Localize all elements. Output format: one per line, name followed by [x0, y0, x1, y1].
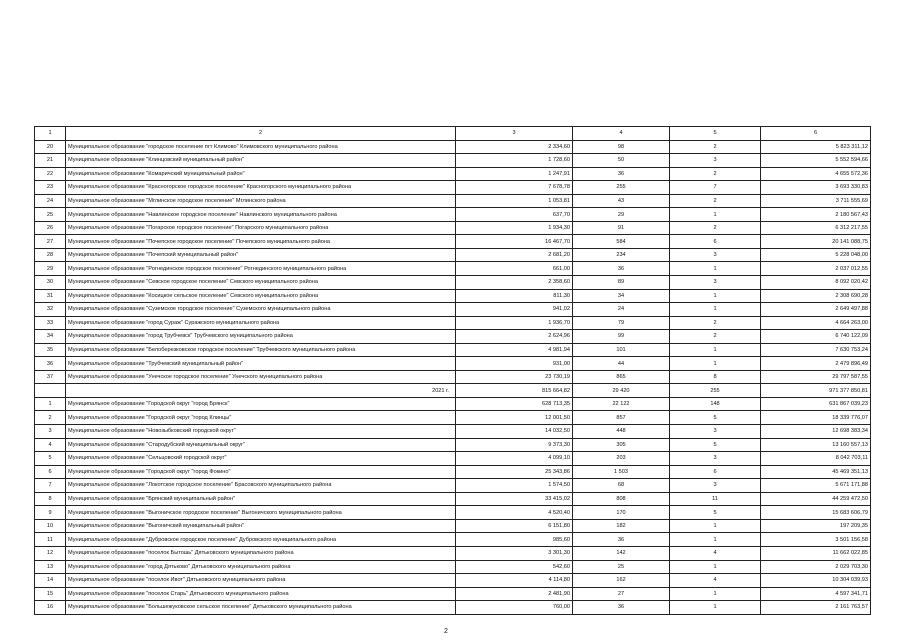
houses-count: 5 [670, 506, 761, 520]
table-row [35, 167, 871, 181]
people-count: 182 [573, 519, 670, 533]
area-value: 4 981,94 [456, 343, 573, 357]
people-count: 234 [573, 248, 670, 262]
municipality-name: Муниципальное образование "поселок Старь" Дятьковского муниципального района [66, 587, 456, 601]
table-row [35, 519, 871, 533]
area-value: 542,60 [456, 560, 573, 574]
area-value: 16 467,70 [456, 235, 573, 249]
cost-value: 20 141 088,75 [761, 235, 871, 249]
people-count: 98 [573, 140, 670, 154]
houses-count: 6 [670, 235, 761, 249]
row-number: 11 [35, 533, 66, 547]
cost-value: 2 161 763,57 [761, 601, 871, 615]
row-number: 20 [35, 140, 66, 154]
area-value: 1 247,91 [456, 167, 573, 181]
municipality-name: Муниципальное образование "Большежуковское сельское поселение" Дятьковского муниципального района [66, 601, 456, 615]
cost-value: 8 092 020,42 [761, 276, 871, 290]
houses-count: 2 [670, 221, 761, 235]
municipality-name: Муниципальное образование "город Дятьково" Дятьковского муниципального района [66, 560, 456, 574]
cost-value: 6 740 122,09 [761, 330, 871, 344]
houses-count: 5 [670, 411, 761, 425]
people-count: 305 [573, 438, 670, 452]
houses-count: 3 [670, 248, 761, 262]
row-number: 8 [35, 492, 66, 506]
area-value: 9 373,30 [456, 438, 573, 452]
people-count: 36 [573, 601, 670, 615]
row-number: 5 [35, 452, 66, 466]
table-row [35, 289, 871, 303]
cost-value: 4 597 341,71 [761, 587, 871, 601]
houses-count: 1 [670, 519, 761, 533]
row-number: 31 [35, 289, 66, 303]
header-col-6: 6 [761, 127, 871, 141]
people-count: 584 [573, 235, 670, 249]
header-col-3: 3 [456, 127, 573, 141]
cost-value: 197 209,35 [761, 519, 871, 533]
table-row [35, 194, 871, 208]
row-number: 4 [35, 438, 66, 452]
cost-value: 15 683 606,79 [761, 506, 871, 520]
cost-value: 2 180 567,43 [761, 208, 871, 222]
cost-value: 3 693 330,83 [761, 181, 871, 195]
municipality-name: Муниципальное образование "Городской округ "город Фокино" [66, 465, 456, 479]
municipality-name: Муниципальное образование "Мглинское городское поселение" Мглинского района [66, 194, 456, 208]
total-houses: 255 [670, 384, 761, 398]
row-number: 14 [35, 574, 66, 588]
municipality-name: Муниципальное образование "Почепское городское поселение" Почепского муниципального района [66, 235, 456, 249]
row-number: 28 [35, 248, 66, 262]
area-value: 2 358,60 [456, 276, 573, 290]
area-value: 628 713,35 [456, 397, 573, 411]
houses-count: 1 [670, 208, 761, 222]
year-summary-row [35, 384, 871, 398]
table-row [35, 546, 871, 560]
table-row [35, 140, 871, 154]
houses-count: 2 [670, 330, 761, 344]
people-count: 142 [573, 546, 670, 560]
area-value: 33 415,02 [456, 492, 573, 506]
municipality-name: Муниципальное образование "Севское городское поселение" Севского муниципального района [66, 276, 456, 290]
houses-count: 3 [670, 452, 761, 466]
row-number: 1 [35, 397, 66, 411]
row-number: 7 [35, 479, 66, 493]
cost-value: 44 259 472,50 [761, 492, 871, 506]
municipality-name: Муниципальное образование "Почепский муниципальный район" [66, 248, 456, 262]
row-number: 34 [35, 330, 66, 344]
cost-value: 10 304 039,93 [761, 574, 871, 588]
table-row [35, 574, 871, 588]
table-body [35, 127, 871, 615]
area-value: 2 334,60 [456, 140, 573, 154]
row-number: 32 [35, 303, 66, 317]
houses-count: 8 [670, 370, 761, 384]
municipality-name: Муниципальное образование "городское поселение пгт Климово" Климовского муниципального района [66, 140, 456, 154]
table-row [35, 397, 871, 411]
people-count: 162 [573, 574, 670, 588]
table-row [35, 330, 871, 344]
houses-count: 1 [670, 601, 761, 615]
area-value: 931,00 [456, 357, 573, 371]
houses-count: 1 [670, 262, 761, 276]
area-value: 6 151,80 [456, 519, 573, 533]
people-count: 170 [573, 506, 670, 520]
people-count: 865 [573, 370, 670, 384]
municipality-name: Муниципальное образование "Рогнединское городское поселение" Рогнединского муниципального района [66, 262, 456, 276]
cost-value: 3 501 156,58 [761, 533, 871, 547]
table-header-row [35, 127, 871, 141]
cost-value: 13 160 557,13 [761, 438, 871, 452]
people-count: 36 [573, 262, 670, 276]
cost-value: 29 797 587,55 [761, 370, 871, 384]
municipality-name: Муниципальное образование "Городской округ "город Брянск" [66, 397, 456, 411]
area-value: 637,70 [456, 208, 573, 222]
houses-count: 3 [670, 154, 761, 168]
area-value: 14 032,50 [456, 425, 573, 439]
row-number: 26 [35, 221, 66, 235]
row-number: 6 [35, 465, 66, 479]
cost-value: 2 649 497,88 [761, 303, 871, 317]
municipality-name: Муниципальное образование "Белоберезковское городское поселение" Трубчевского муниципального района [66, 343, 456, 357]
cost-value: 2 308 690,28 [761, 289, 871, 303]
table-row [35, 587, 871, 601]
cost-value: 5 823 311,12 [761, 140, 871, 154]
table-row [35, 601, 871, 615]
area-value: 1 936,70 [456, 316, 573, 330]
municipality-name: Муниципальное образование "Погарское городское поселение" Погарского муниципального района [66, 221, 456, 235]
houses-count: 1 [670, 560, 761, 574]
municipality-name: Муниципальное образование "поселок Ивот" Дятьковского муниципального района [66, 574, 456, 588]
row-number: 35 [35, 343, 66, 357]
cost-value: 12 698 383,34 [761, 425, 871, 439]
houses-count: 1 [670, 357, 761, 371]
table-row [35, 357, 871, 371]
people-count: 99 [573, 330, 670, 344]
table-row [35, 235, 871, 249]
area-value: 1 934,30 [456, 221, 573, 235]
people-count: 36 [573, 167, 670, 181]
area-value: 661,00 [456, 262, 573, 276]
area-value: 25 343,86 [456, 465, 573, 479]
people-count: 1 503 [573, 465, 670, 479]
total-area: 815 664,82 [456, 384, 573, 398]
area-value: 2 481,90 [456, 587, 573, 601]
area-value: 811,30 [456, 289, 573, 303]
municipality-name: Муниципальное образование "Клинцовский муниципальный район" [66, 154, 456, 168]
people-count: 22 122 [573, 397, 670, 411]
houses-count: 1 [670, 343, 761, 357]
municipality-name: Муниципальное образование "Городской округ "город Клинцы" [66, 411, 456, 425]
cost-value: 4 664 263,00 [761, 316, 871, 330]
people-count: 857 [573, 411, 670, 425]
cost-value: 45 469 351,13 [761, 465, 871, 479]
row-number: 9 [35, 506, 66, 520]
header-col-2: 2 [66, 127, 456, 141]
houses-count: 3 [670, 276, 761, 290]
people-count: 89 [573, 276, 670, 290]
row-number: 15 [35, 587, 66, 601]
row-number: 2 [35, 411, 66, 425]
people-count: 101 [573, 343, 670, 357]
table-row [35, 479, 871, 493]
table-row [35, 208, 871, 222]
houses-count: 7 [670, 181, 761, 195]
cost-value: 11 662 022,85 [761, 546, 871, 560]
row-number: 30 [35, 276, 66, 290]
cost-value: 5 552 594,66 [761, 154, 871, 168]
cost-value: 2 479 896,49 [761, 357, 871, 371]
municipality-name: Муниципальное образование "Дубровское городское поселение" Дубровского муниципального района [66, 533, 456, 547]
people-count: 448 [573, 425, 670, 439]
cost-value: 7 630 753,24 [761, 343, 871, 357]
cost-value: 631 867 039,23 [761, 397, 871, 411]
header-col-5: 5 [670, 127, 761, 141]
table-row [35, 316, 871, 330]
header-col-1: 1 [35, 127, 66, 141]
table-row [35, 438, 871, 452]
municipality-name: Муниципальное образование "Унечское городское поселение" Унечского муниципального района [66, 370, 456, 384]
row-number: 36 [35, 357, 66, 371]
table-row [35, 411, 871, 425]
page-number: 2 [444, 628, 448, 635]
area-value: 985,60 [456, 533, 573, 547]
table-row [35, 452, 871, 466]
area-value: 3 301,30 [456, 546, 573, 560]
municipality-name: Муниципальное образование "Выгоничский муниципальный район" [66, 519, 456, 533]
row-number: 10 [35, 519, 66, 533]
row-number: 23 [35, 181, 66, 195]
people-count: 43 [573, 194, 670, 208]
table-row [35, 181, 871, 195]
table-row [35, 465, 871, 479]
row-number: 24 [35, 194, 66, 208]
table-row [35, 221, 871, 235]
area-value: 23 730,19 [456, 370, 573, 384]
row-number: 3 [35, 425, 66, 439]
houses-count: 5 [670, 438, 761, 452]
houses-count: 1 [670, 289, 761, 303]
municipality-name: Муниципальное образование "Красногорское городское поселение" Красногорского муниципального района [66, 181, 456, 195]
table-row [35, 560, 871, 574]
area-value: 2 681,20 [456, 248, 573, 262]
people-count: 27 [573, 587, 670, 601]
houses-count: 6 [670, 465, 761, 479]
table-row [35, 492, 871, 506]
houses-count: 11 [670, 492, 761, 506]
area-value: 941,02 [456, 303, 573, 317]
municipality-name: Муниципальное образование "Выгоничское городское поселение" Выгоничского муниципального района [66, 506, 456, 520]
houses-count: 1 [670, 587, 761, 601]
row-number: 12 [35, 546, 66, 560]
row-number: 29 [35, 262, 66, 276]
cost-value: 2 037 012,55 [761, 262, 871, 276]
cost-value: 5 671 171,88 [761, 479, 871, 493]
area-value: 12 001,50 [456, 411, 573, 425]
houses-count: 2 [670, 140, 761, 154]
municipality-name: Муниципальное образование "Косицкое сельское поселение" Севского муниципального района [66, 289, 456, 303]
table-row [35, 303, 871, 317]
row-number: 13 [35, 560, 66, 574]
people-count: 25 [573, 560, 670, 574]
area-value: 4 114,80 [456, 574, 573, 588]
municipality-name: Муниципальное образование "Новозыбковский городской округ" [66, 425, 456, 439]
cost-value: 2 029 703,30 [761, 560, 871, 574]
people-count: 29 [573, 208, 670, 222]
total-cost: 971 377 850,81 [761, 384, 871, 398]
row-number: 25 [35, 208, 66, 222]
cost-value: 5 228 048,00 [761, 248, 871, 262]
table-row [35, 276, 871, 290]
area-value: 4 099,10 [456, 452, 573, 466]
row-number: 22 [35, 167, 66, 181]
table-row [35, 248, 871, 262]
people-count: 68 [573, 479, 670, 493]
people-count: 808 [573, 492, 670, 506]
houses-count: 2 [670, 167, 761, 181]
table-row [35, 506, 871, 520]
table-row [35, 262, 871, 276]
row-number: 16 [35, 601, 66, 615]
cost-value: 4 655 572,36 [761, 167, 871, 181]
people-count: 203 [573, 452, 670, 466]
people-count: 50 [573, 154, 670, 168]
municipality-name: Муниципальное образование "город Трубчевск" Трубчевского муниципального района [66, 330, 456, 344]
cost-value: 3 711 555,69 [761, 194, 871, 208]
municipality-name: Муниципальное образование "поселок Бытошь" Дятьковского муниципального района [66, 546, 456, 560]
area-value: 1 728,60 [456, 154, 573, 168]
area-value: 2 624,96 [456, 330, 573, 344]
row-number: 27 [35, 235, 66, 249]
municipality-name: Муниципальное образование "Брянский муниципальный район" [66, 492, 456, 506]
area-value: 1 574,50 [456, 479, 573, 493]
table-row [35, 533, 871, 547]
municipality-name: Муниципальное образование "Суземское городское поселение" Суземского муниципального района [66, 303, 456, 317]
year-label: 2021 г. [66, 384, 456, 398]
people-count: 79 [573, 316, 670, 330]
data-table [34, 126, 871, 615]
empty-cell [35, 384, 66, 398]
municipality-name: Муниципальное образование "Комаричский муниципальный район" [66, 167, 456, 181]
people-count: 36 [573, 533, 670, 547]
area-value: 4 520,40 [456, 506, 573, 520]
area-value: 7 678,78 [456, 181, 573, 195]
houses-count: 3 [670, 425, 761, 439]
cost-value: 8 042 703,11 [761, 452, 871, 466]
municipality-name: Муниципальное образование "город Сураж" Суражского муниципального района [66, 316, 456, 330]
people-count: 91 [573, 221, 670, 235]
row-number: 33 [35, 316, 66, 330]
houses-count: 2 [670, 316, 761, 330]
total-people: 29 420 [573, 384, 670, 398]
houses-count: 1 [670, 533, 761, 547]
area-value: 1 053,81 [456, 194, 573, 208]
table-row [35, 370, 871, 384]
cost-value: 18 339 776,07 [761, 411, 871, 425]
people-count: 44 [573, 357, 670, 371]
row-number: 21 [35, 154, 66, 168]
header-col-4: 4 [573, 127, 670, 141]
people-count: 24 [573, 303, 670, 317]
table-row [35, 154, 871, 168]
row-number: 37 [35, 370, 66, 384]
houses-count: 4 [670, 574, 761, 588]
municipality-name: Муниципальное образование "Навлинское городское поселение" Навлинского муниципального района [66, 208, 456, 222]
people-count: 34 [573, 289, 670, 303]
municipality-name: Муниципальное образование "Локотское городское поселение" Брасовского муниципального района [66, 479, 456, 493]
houses-count: 3 [670, 479, 761, 493]
houses-count: 1 [670, 303, 761, 317]
people-count: 255 [573, 181, 670, 195]
municipality-name: Муниципальное образование "Сельцовский городской округ" [66, 452, 456, 466]
houses-count: 148 [670, 397, 761, 411]
houses-count: 4 [670, 546, 761, 560]
municipality-name: Муниципальное образование "Стародубский муниципальный округ" [66, 438, 456, 452]
table-row [35, 343, 871, 357]
table-row [35, 425, 871, 439]
cost-value: 6 312 217,55 [761, 221, 871, 235]
houses-count: 2 [670, 194, 761, 208]
area-value: 760,00 [456, 601, 573, 615]
municipality-name: Муниципальное образование "Трубчевский муниципальный район" [66, 357, 456, 371]
